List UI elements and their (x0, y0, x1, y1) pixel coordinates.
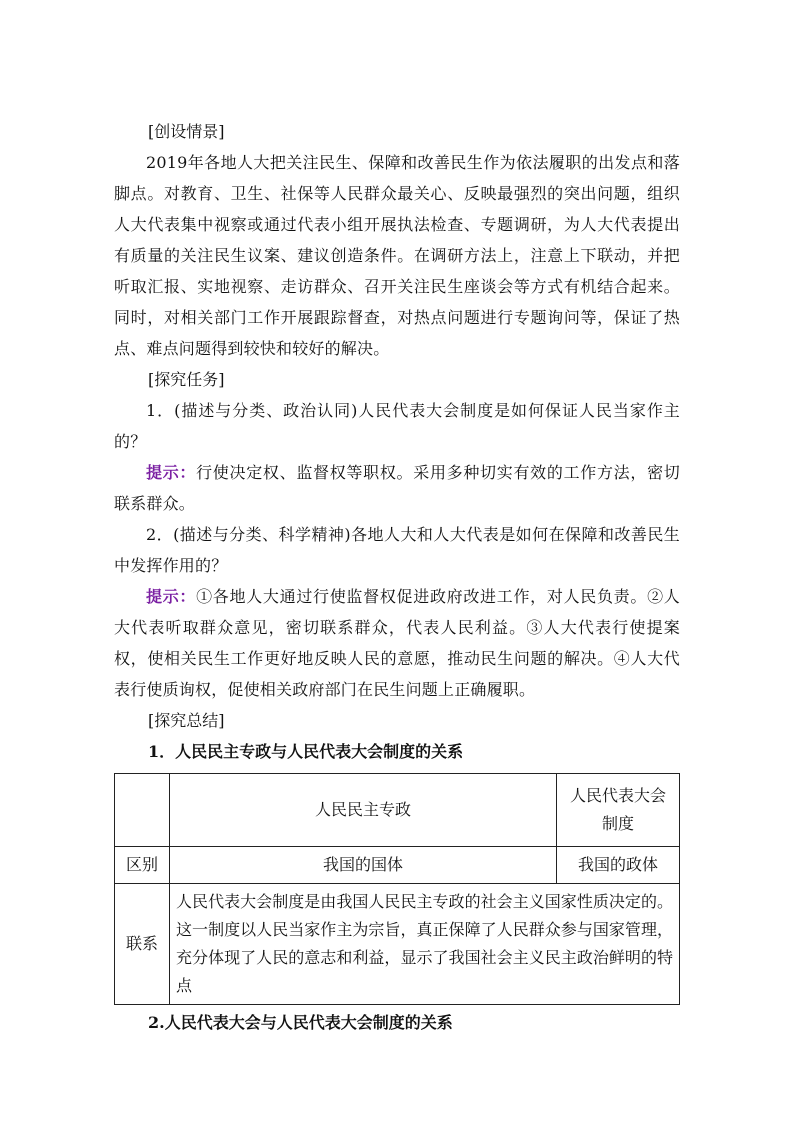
scenario-heading: [创设情景] (148, 122, 225, 141)
summary-heading: [探究总结] (148, 711, 225, 730)
answer-1-text: 行使决定权、监督权等职权。采用多种切实有效的工作方法，密切联系群众。 (114, 463, 680, 513)
summary-subheading-2: 2.人民代表大会与人民代表大会制度的关系 (148, 1013, 453, 1032)
document-page (114, 116, 680, 1038)
hint-label-1: 提示： (146, 463, 197, 482)
task-question-2: 2．(描述与分类、科学精神)各地人大和人大代表是如何在保障和改善民生中发挥作用的？ (114, 525, 680, 575)
table-cell-connection: 人民代表大会制度是由我国人民民主专政的社会主义国家性质决定的。这一制度以人民当家作主为宗旨，真正保障了人民群众参与国家管理，充分体现了人民的意志和利益，显示了我国社会主义民主政治鲜明的特点 (170, 884, 680, 1005)
table-header-col2: 人民代表大会制度 (557, 774, 680, 847)
answer-2-text: ①各地人大通过行使监督权促进政府改进工作，对人民负责。②人大代表听取群众意见，密切联系群众，代表人民利益。③人大代表行使提案权，使相关民生工作更好地反映人民的意愿，推动民生问题的解决。④人大代表行使质询权，促使相关政府部门在民生问题上正确履职。 (114, 587, 680, 699)
table-corner-cell (115, 774, 170, 847)
table-row (115, 884, 680, 1005)
table-row-label-connection: 联系 (115, 884, 170, 1005)
scenario-body: 2019年各地人大把关注民生、保障和改善民生作为依法履职的出发点和落脚点。对教育、卫生、社保等人民群众最关心、反映最强烈的突出问题，组织人大代表集中视察或通过代表小组开展执法检查、专题调研，为人大代表提出有质量的关注民生议案、建议创造条件。在调研方法上，注意上下联动，并把听取汇报、实地视察、走访群众、召开关注民生座谈会等方式有机结合起来。同时，对相关部门工作开展跟踪督查，对热点问题进行专题询问等，保证了热点、难点问题得到较快和较好的解决。 (114, 153, 680, 358)
task-answer-2 (114, 581, 680, 705)
hint-label-2: 提示： (146, 587, 197, 606)
task-heading: [探究任务] (148, 370, 225, 389)
table-header-col1: 人民民主专政 (170, 774, 557, 847)
comparison-table (114, 773, 680, 1005)
table-header-row (115, 774, 680, 847)
table-cell: 我国的政体 (557, 847, 680, 884)
task-answer-1 (114, 457, 680, 519)
table-row-label-difference: 区别 (115, 847, 170, 884)
task-question-1: 1．(描述与分类、政治认同)人民代表大会制度是如何保证人民当家作主的？ (114, 401, 680, 451)
table-cell: 我国的国体 (170, 847, 557, 884)
table-row (115, 847, 680, 884)
summary-subheading-1: 1．人民民主专政与人民代表大会制度的关系 (148, 742, 464, 761)
